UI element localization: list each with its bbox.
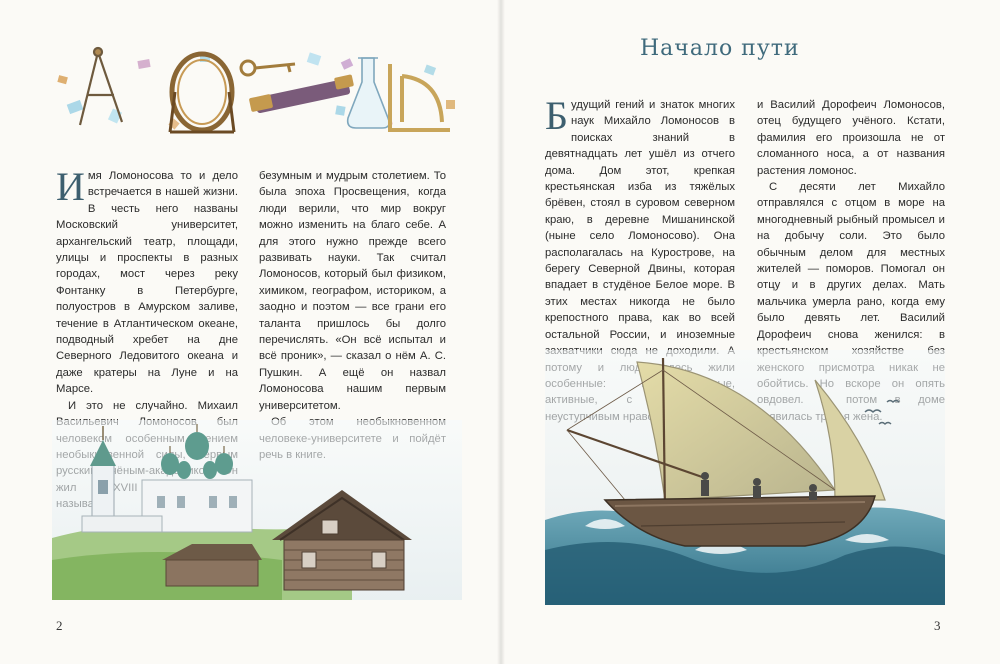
page-number-right: 3 (934, 618, 941, 633)
dropcap-letter: Б (545, 93, 568, 138)
dropcap-letter: И (56, 164, 85, 209)
left-col1-paragraph-1 (56, 164, 238, 398)
book-gutter (497, 0, 505, 664)
sailing-boat-illustration (545, 350, 945, 605)
page-number-left: 2 (56, 618, 63, 633)
instruments-illustration (50, 40, 460, 140)
left-col1-paragraph-2: И это не случайно. Михаил (68, 399, 238, 412)
village-church-illustration (52, 420, 462, 600)
chapter-title: Начало пути (640, 36, 800, 61)
right-col1-paragraph-1-text: удущий гений и знаток многих наук Михайло Ломоносов в поисках знаний в девятнадцать лет ушёл из отчего дома. Дом этот, крепкая крестьянская изба из тяжёлых брёвен, стоял в суровом северном краю, в деревне Мишанинской (ныне село Ломоносово). Она располагалась на Курострове, на берегу Северной Двины, которая впадает в студёное Белое море. В этих местах никогда не было крепостного права, как во всей остальной России, и иноземные (545, 99, 735, 341)
left-col1-paragraph-1-text: мя Ломоносова то и дело встречается в нашей жизни. В честь него названы Московский университет, архангельский театр, площади, улицы и проспекты в разных городах, мост через реку Фонтанку в Петербурге, полуостров в Амурском заливе, течение в Атлантическом океане, подводный хребет на дне Северного Ледовитого океана и даже кратеры на Луне и на Марсе. (56, 170, 238, 396)
right-col2-paragraph-1: и Василий Дорофеич Ломоносов, отец будущего учёного. Кстати, фамилия его произошла не от сломанного носа, а от названия растения ломонос. (757, 99, 945, 177)
left-col2-paragraph-1: безумным и мудрым столетием. То была эпоха Просвещения, когда люди верили, что мир вокруг можно изменить на благо себе. А для этого нужно прежде всего развивать науки. Так считал Ломоносов, который был физиком, химиком, географом, историком, а заодно и поэтом — все грани его таланта пришлось бы долго перечислять. «Он всё испытал и всё проник», — сказал о нём А. С. Пушкин. А ещё он назвал Ломоносова нашим первым университетом. (259, 170, 446, 412)
right-col2-paragraph-2: С десяти лет Михайло отправлялся с отцом в море на многодневный рыбный промысел и на добычу соли. Это было обычным делом для местных жителей — поморов. Помогал он отцу и в других делах. Мать мальчика умерла рано, когда ему было девять лет. Василий Дорофеич снова женился: в (757, 181, 945, 341)
